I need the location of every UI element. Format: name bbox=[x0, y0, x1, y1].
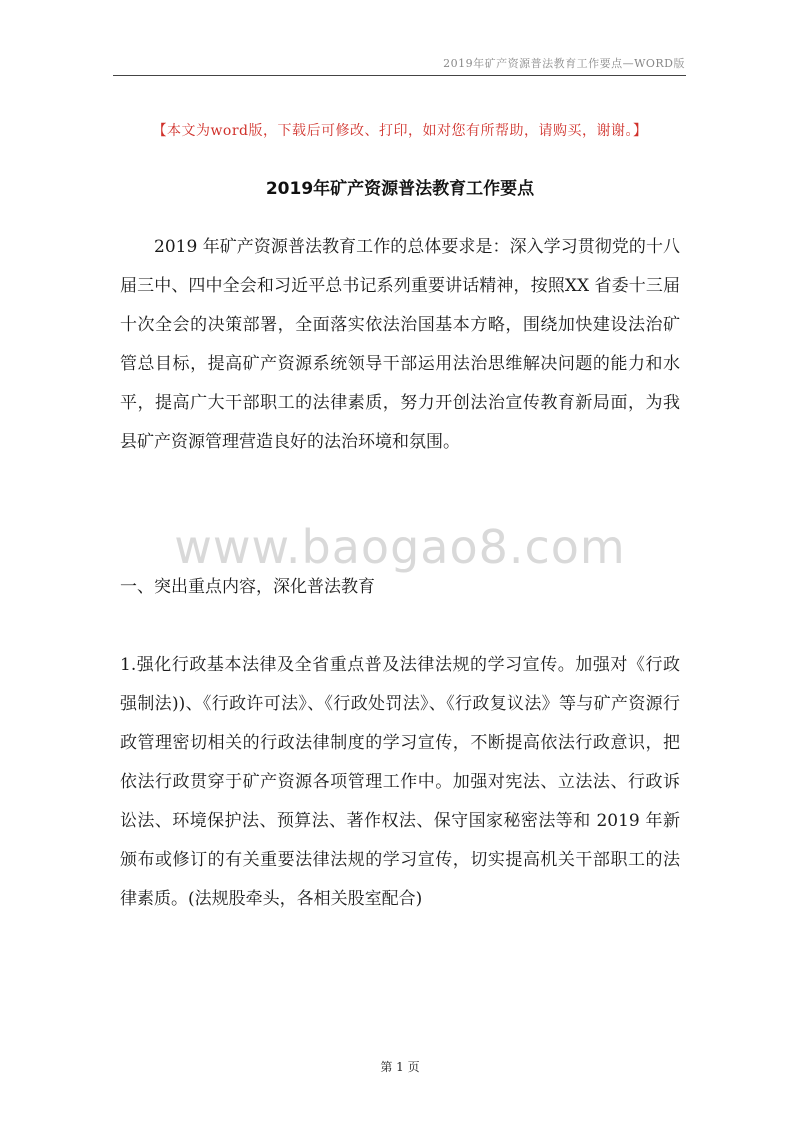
intro-paragraph: 2019 年矿产资源普法教育工作的总体要求是：深入学习贯彻党的十八届三中、四中全会和习近平总书记系列重要讲话精神，按照XX 省委十三届十次全会的决策部署，全面落实依法治国基本方略，围绕加快建设法治矿管总目标，提高矿产资源系统领导干部运用法治思维解决问题的能力和水平，提高广大干部职工的法律素质，努力开创法治宣传教育新局面，为我县矿产资源管理营造良好的法治环境和氛围。 bbox=[120, 237, 680, 452]
running-header: 2019年矿产资源普法教育工作要点—WORD版 bbox=[443, 57, 685, 70]
purchase-notice: 【本文为word版，下载后可修改、打印，如对您有所帮助，请购买，谢谢。】 bbox=[152, 123, 648, 139]
section-item-paragraph: 1.强化行政基本法律及全省重点普及法律法规的学习宣传。加强对《行政强制法))、《行政许可法》、《行政处罚法》、《行政复议法》等与矿产资源行政管理密切相关的行政法律制度的学习宣传，不断提高依法行政意识，把依法行政贯穿于矿产资源各项管理工作中。加强对宪法、立法法、行政诉讼法、环境保护法、预算法、著作权法、保守国家秘密法等和 2019 年新颁布或修订的有关重要法律法规的学习宣传，切实提高机关干部职工的法律素质。(法规股牵头，各相关股室配合) bbox=[120, 655, 680, 909]
page-number: 第 1 页 bbox=[380, 1060, 420, 1074]
watermark: www.baogao8.com bbox=[174, 520, 626, 574]
header-divider bbox=[113, 75, 686, 76]
section-heading: 一、突出重点内容，深化普法教育 bbox=[120, 577, 375, 597]
document-title: 2019年矿产资源普法教育工作要点 bbox=[265, 179, 535, 199]
